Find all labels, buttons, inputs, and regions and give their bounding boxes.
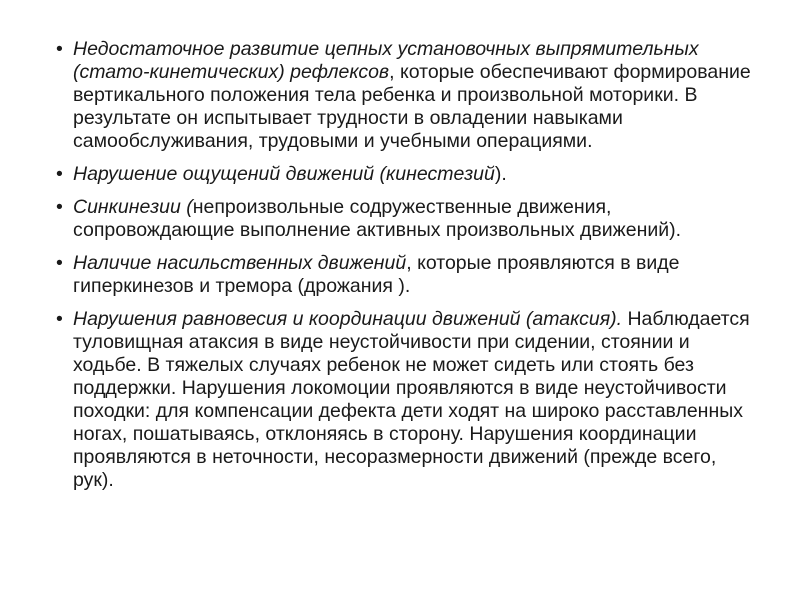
bullet-list <box>56 38 760 492</box>
bullet-text: , которые обеспечивают формирование вертикального положения тела ребенка и произвольной моторики. В результате он испытывает трудности в овладении навыками самообслуживания, трудовыми и учебными операциями. <box>73 61 751 152</box>
bullet-item-ataxia <box>56 308 760 492</box>
bullet-text: непроизвольные содружественные движения, сопровождающие выполнение активных произвольных движений). <box>73 196 682 241</box>
bullet-item-reflexes <box>56 38 760 153</box>
bullet-item-synkinesis <box>56 196 760 242</box>
bullet-term: Наличие насильственных движений <box>73 252 407 274</box>
bullet-text: Наблюдается туловищная атаксия в виде неустойчивости при сидении, стоянии и ходьбе. В тяжелых случаях ребенок не может сидеть или стоять без поддержки. Нарушения локомоции проявляются в виде неустойчивости походки: для компенсации дефекта дети ходят на широко расставленных ногах, пошатываясь, отклоняясь в сторону. Нарушения координации проявляются в неточности, несоразмерности движений (прежде всего, рук). <box>73 308 750 491</box>
bullet-term: Недостаточное развитие цепных установочных выпрямительных (стато-кинетических) рефлексов <box>73 38 699 83</box>
bullet-term: Синкинезии ( <box>73 196 193 218</box>
bullet-text: ). <box>494 163 507 185</box>
bullet-text: , которые проявляются в виде гиперкинезов и тремора (дрожания ). <box>73 252 680 297</box>
bullet-term: Нарушение ощущений движений (кинестезий <box>73 163 495 185</box>
bullet-term: Нарушения равновесия и координации движений (атаксия). <box>73 308 623 330</box>
bullet-item-involuntary-movements <box>56 252 760 298</box>
bullet-item-kinesthesia <box>56 163 760 186</box>
